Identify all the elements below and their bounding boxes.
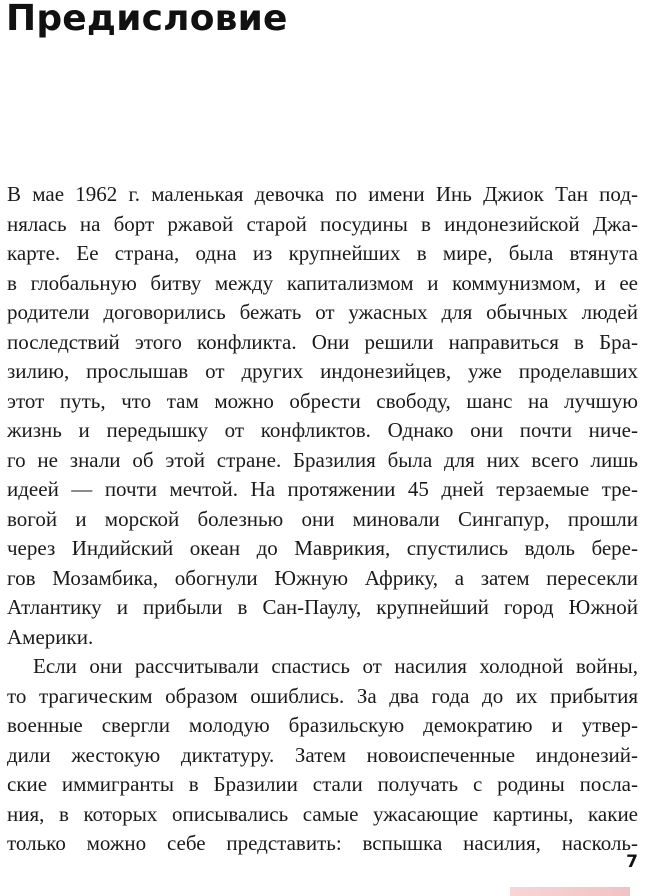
- text-line: через Индийский океан до Маврикия, спустились вдоль бере-: [7, 536, 638, 560]
- text-line: Америки.: [7, 624, 94, 649]
- text-line: гов Мозамбика, обогнули Южную Африку, а затем пересекли: [7, 565, 638, 590]
- text-line: только можно себе представить: вспышка насилия, насколь-: [7, 831, 638, 855]
- paragraph: [7, 180, 638, 652]
- text-line: этот путь, что там можно обрести свободу, шанс на лучшую: [7, 388, 638, 413]
- text-line: В мае 1962 г. маленькая девочка по имени Инь Джиок Тан под-: [7, 182, 638, 206]
- text-line: последствий этого конфликта. Они решили направиться в Бра-: [7, 329, 638, 354]
- text-line: вогой и морской болезнью они миновали Сингапур, прошли: [7, 506, 638, 531]
- page-title: Предисловие: [6, 0, 288, 39]
- text-line: ния, в которых описывались самые ужасающие картины, какие: [7, 801, 638, 826]
- text-line: го не знали об этой стране. Бразилия была для них всего лишь: [7, 447, 638, 472]
- text-line: Если они рассчитывали спастись от насилия холодной войны,: [33, 654, 638, 678]
- text-line: карте. Ее страна, одна из крупнейших в мире, была втянута: [7, 241, 638, 265]
- text-line: идеей — почти мечтой. На протяжении 45 дней терзаемые тре-: [7, 477, 638, 501]
- text-line: в глобальную битву между капитализмом и коммунизмом, и ее: [7, 270, 638, 295]
- text-line: нялась на борт ржавой старой посудины в индонезийской Джа-: [7, 211, 638, 236]
- text-line: зилию, прослышав от других индонезийцев, уже проделавших: [7, 359, 638, 383]
- text-line: родители договорились бежать от ужасных для обычных людей: [7, 300, 638, 324]
- paragraph: [7, 652, 638, 859]
- text-line: Атлантику и прибыли в Сан-Паулу, крупнейший город Южной: [7, 595, 638, 619]
- text-line: дили жестокую диктатуру. Затем новоиспеченные индонезий-: [7, 742, 638, 767]
- page-corner-decoration: [510, 887, 630, 896]
- body-text: [7, 180, 638, 859]
- page-number: 7: [626, 852, 638, 872]
- text-line: военные свергли молодую бразильскую демократию и утвер-: [7, 713, 638, 737]
- text-line: то трагическим образом ошиблись. За два года до их прибытия: [7, 683, 638, 708]
- text-line: ские иммигранты в Бразилии стали получать с родины посла-: [7, 772, 638, 796]
- text-line: жизнь и передышку от конфликтов. Однако они почти ниче-: [7, 418, 638, 442]
